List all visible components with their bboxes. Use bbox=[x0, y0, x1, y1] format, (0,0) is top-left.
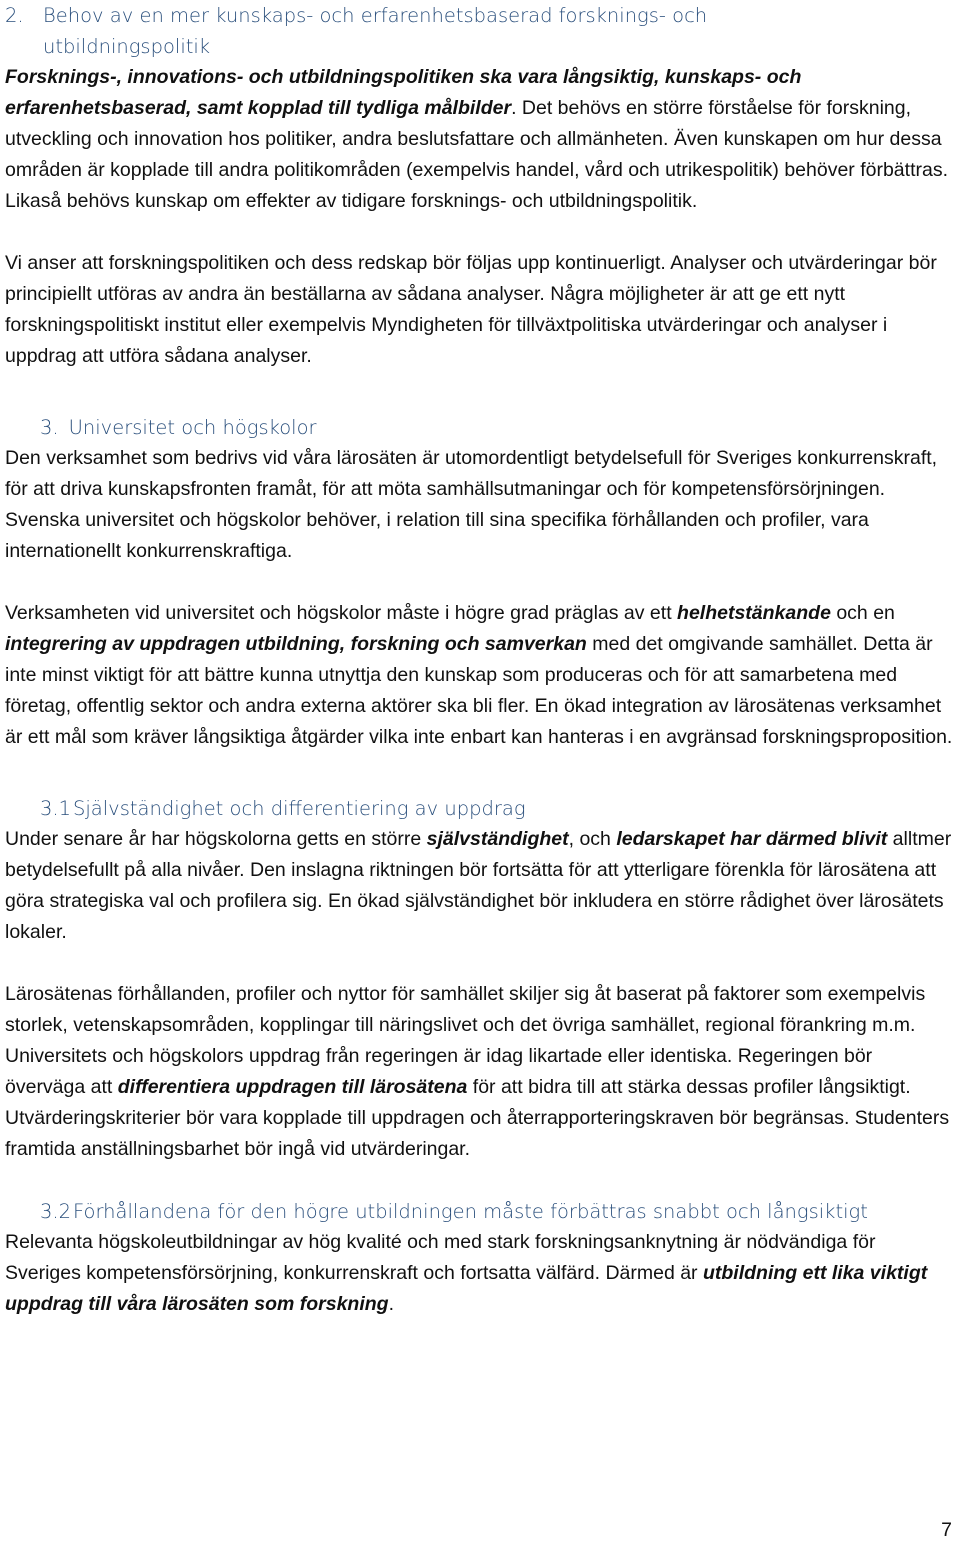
section-3-1-p2-emphasis: differentiera uppdragen till lärosätena bbox=[117, 1076, 468, 1098]
page-number: 7 bbox=[941, 1519, 952, 1541]
section-2-p1-emphasis: Forsknings-, innovations- och utbildningspolitiken ska vara långsiktig, kunskaps- och erfarenhetsbaserad, samt kopplad till tydliga målbilder bbox=[5, 66, 802, 119]
spacer bbox=[5, 217, 953, 248]
section-3-1-p1-text-a: Under senare år har högskolorna getts en större bbox=[5, 828, 427, 850]
section-3-1-p1-emphasis-2: ledarskapet har därmed blivit bbox=[616, 828, 888, 850]
section-3-1-p1-emphasis-1: självständighet bbox=[426, 828, 569, 850]
section-3-1-p1-text-b: , och bbox=[568, 828, 617, 850]
spacer bbox=[5, 372, 953, 412]
spacer bbox=[5, 753, 953, 793]
section-2-paragraph-1 bbox=[5, 62, 953, 217]
section-3-1-paragraph-2 bbox=[5, 979, 953, 1165]
section-3-heading bbox=[5, 412, 953, 443]
section-2-p1-text: . Det behövs en större förståelse för forskning, utveckling och innovation hos politiker, andra beslutsfattare och allmänheten. Även kunskapen om hur dessa områden är kopplade till andra politikområden (exempelvis handel, vård och utrikespolitik) behöver förbättras. Likaså behövs kunskap om effekter av tidigare forsknings- och utbildningspolitik. bbox=[5, 97, 948, 212]
section-3-2-p1-text-a: Relevanta högskoleutbildningar av hög kvalité och med stark forskningsanknytning är nödvändiga för Sveriges kompetensförsörjning, konkurrenskraft och fortsatta välfärd. Därmed är bbox=[5, 1231, 876, 1284]
section-3-paragraph-1: Den verksamhet som bedrivs vid våra lärosäten är utomordentligt betydelsefull för Sveriges konkurrenskraft, för att driva kunskapsfronten framåt, för att möta samhällsutmaningar och för kompetensförsörjningen. Svenska universitet och högskolor behöver, i relation till sina specifika förhållanden och profiler, vara internationellt konkurrenskraftiga. bbox=[5, 447, 938, 562]
section-3-number: 3. bbox=[40, 416, 59, 439]
section-2-heading-line2 bbox=[5, 31, 953, 62]
section-3-p2-text-c: med det omgivande samhället. Detta är inte minst viktigt för att bättre kunna utnyttja den kunskap som produceras och för att samarbetena med företag, offentlig sektor och andra externa aktörer ska bli fler. En ökad integration av lärosätenas verksamhet är ett mål som kräver långsiktiga åtgärder vilka inte enbart kan hanteras i en avgränsad forskningsproposition. bbox=[5, 633, 953, 748]
section-2-title-line2: utbildningspolitik bbox=[43, 35, 211, 58]
section-3-paragraph-2 bbox=[5, 598, 953, 753]
section-2-paragraph-2: Vi anser att forskningspolitiken och dess redskap bör följas upp kontinuerligt. Analyser och utvärderingar bör principiellt utföras av andra än beställarna av sådana analyser. Några möjligheter är att ge ett nytt forskningspolitiskt institut eller exempelvis Myndigheten för tillväxtpolitiska utvärderingar och analyser i uppdrag att utföra sådana analyser. bbox=[5, 252, 937, 367]
section-3-1-number: 3.1 bbox=[40, 797, 72, 820]
section-3-1-paragraph-1 bbox=[5, 824, 953, 948]
section-2-number: 2. bbox=[5, 4, 24, 27]
section-3-p2-emphasis-2: integrering av uppdragen utbildning, forskning och samverkan bbox=[5, 633, 587, 655]
section-3-1-p2-text-a: Lärosätenas förhållanden, profiler och nyttor för samhället skiljer sig åt baserat på faktorer som exempelvis storlek, vetenskapsområden, kopplingar till näringslivet och det övriga samhället, regional förankring m.m. Universitets och högskolors uppdrag från regeringen är idag likartade eller identiska. Regeringen bör överväga att bbox=[5, 983, 926, 1098]
section-3-1-p1-text-c: alltmer betydelsefullt på alla nivåer. Den inslagna riktningen bör fortsätta för att ytterligare förenkla för lärosätena att göra strategiska val och profilera sig. En ökad självständighet bör inkludera en större rådighet över lärosätets lokaler. bbox=[5, 828, 952, 943]
spacer bbox=[5, 948, 953, 979]
section-3-2-p1-emphasis: utbildning ett lika viktigt uppdrag till våra lärosäten som forskning bbox=[5, 1262, 928, 1315]
document-page bbox=[5, 0, 953, 1320]
spacer bbox=[5, 1165, 953, 1196]
section-3-2-p1-text-b: . bbox=[388, 1293, 395, 1315]
section-3-2-number: 3.2 bbox=[40, 1200, 72, 1223]
section-3-2-paragraph-1 bbox=[5, 1227, 953, 1320]
section-3-p2-text-a: Verksamheten vid universitet och högskolor måste i högre grad präglas av ett bbox=[5, 602, 678, 624]
section-3-1-p2-text-b: för att bidra till att stärka dessas profiler långsiktigt. Utvärderingskriterier bör vara kopplade till uppdragen och återrapporteringskraven bör begränsas. Studenters framtida anställningsbarhet bör ingå vid utvärderingar. bbox=[5, 1076, 950, 1160]
section-2-heading bbox=[5, 0, 953, 31]
section-3-p2-text-b: och en bbox=[830, 602, 895, 624]
section-3-title: Universitet och högskolor bbox=[68, 416, 317, 439]
section-3-2-title: Förhållandena för den högre utbildningen måste förbättras snabbt och långsiktigt bbox=[73, 1200, 868, 1223]
spacer bbox=[5, 567, 953, 598]
section-3-1-title: Självständighet och differentiering av uppdrag bbox=[73, 797, 526, 820]
section-3-2-heading bbox=[40, 1196, 953, 1227]
section-3-1-heading bbox=[40, 793, 953, 824]
section-3-p2-emphasis-1: helhetstänkande bbox=[677, 602, 831, 624]
section-2-title-line1: Behov av en mer kunskaps- och erfarenhetsbaserad forsknings- och bbox=[43, 4, 708, 27]
